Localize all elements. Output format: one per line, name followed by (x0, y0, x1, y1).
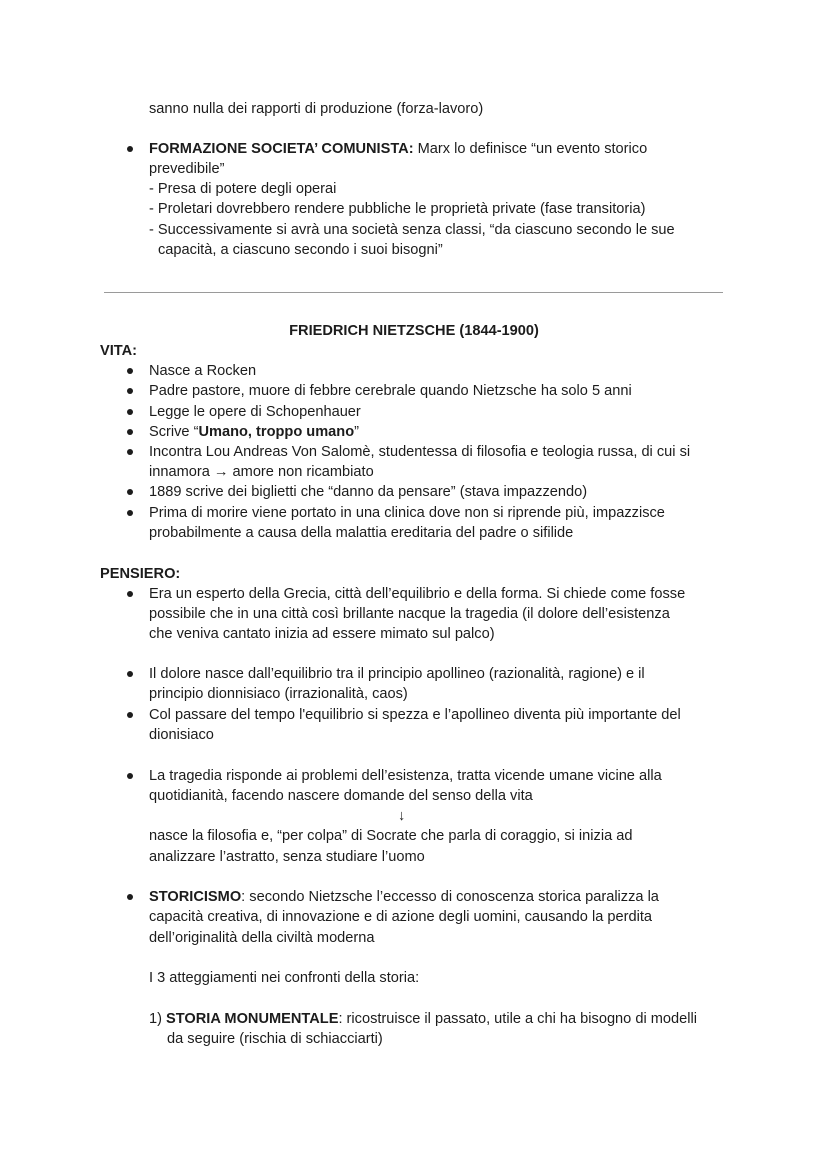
bullet-icon (127, 449, 133, 455)
pensiero-p5c: dell’originalità della civiltà moderna (149, 930, 375, 946)
pensiero-p5b: capacità creativa, di innovazione e di azione degli uomini, causando la perdita (149, 909, 652, 925)
pensiero-p1a: Era un esperto della Grecia, città dell’equilibrio e della forma. Si chiede come fosse (149, 586, 686, 602)
storicismo-text: : secondo Nietzsche l’eccesso di conoscenza storica paralizza la (241, 889, 659, 905)
vita-item-2: Padre pastore, muore di febbre cerebrale quando Nietzsche ha solo 5 anni (149, 383, 632, 399)
formazione-line-1 (149, 139, 647, 159)
pensiero-p4b: quotidianità, facendo nascere domande del senso della vita (149, 788, 533, 804)
formazione-text-2: prevedibile” (149, 161, 225, 177)
formazione-sub-3a: - Successivamente si avrà una società senza classi, “da ciascuno secondo le sue (149, 222, 675, 238)
pensiero-p2a: Il dolore nasce dall’equilibrio tra il principio apollineo (razionalità, ragione) e il (149, 666, 645, 682)
formazione-sub-3b: capacità, a ciascuno secondo i suoi bisogni” (158, 242, 443, 258)
bullet-icon (127, 429, 133, 435)
atteggiamenti-intro: I 3 atteggiamenti nei confronti della storia: (149, 970, 420, 986)
bullet-icon (127, 368, 133, 374)
vita-item-3: Legge le opere di Schopenhauer (149, 404, 361, 420)
numbered-item-1-number: 1) (149, 1011, 167, 1027)
formazione-text-1: Marx lo definisce “un evento storico (413, 141, 648, 157)
vita-item-6: 1889 scrive dei biglietti che “danno da pensare” (stava impazzendo) (149, 484, 588, 500)
section-divider (104, 292, 723, 293)
vita-item-1: Nasce a Rocken (149, 363, 257, 379)
storicismo-line-1 (149, 887, 659, 907)
pensiero-p4a: La tragedia risponde ai problemi dell’esistenza, tratta vicende umane vicine alla (149, 768, 662, 784)
numbered-item-1-text-2: da seguire (rischia di schiacciarti) (167, 1031, 383, 1047)
vita-item-4-prefix: Scrive “ (149, 424, 199, 440)
down-arrow-icon: ↓ (398, 808, 406, 824)
vita-item-7b: probabilmente a causa della malattia ereditaria del padre o sifilide (149, 525, 574, 541)
bullet-icon (127, 489, 133, 495)
vita-item-4-suffix: ” (354, 424, 360, 440)
pensiero-p3b: dionisiaco (149, 727, 214, 743)
pensiero-heading: PENSIERO: (100, 566, 181, 582)
bullet-icon (127, 409, 133, 415)
pensiero-p4c: nasce la filosofia e, “per colpa” di Socrate che parla di coraggio, si inizia ad (149, 828, 633, 844)
pensiero-p4d: analizzare l’astratto, senza studiare l’uomo (149, 849, 425, 865)
storia-monumentale-label: STORIA MONUMENTALE (166, 1011, 339, 1027)
pensiero-p1b: possibile che in una città così brillante nacque la tragedia (il dolore dell’esistenza (149, 606, 670, 622)
bullet-icon (127, 671, 133, 677)
formazione-label: FORMAZIONE SOCIETA’ COMUNISTA: (149, 141, 414, 157)
formazione-sub-1: - Presa di potere degli operai (149, 181, 337, 197)
bullet-icon (127, 146, 133, 152)
storicismo-label: STORICISMO (149, 889, 242, 905)
marx-continuation: sanno nulla dei rapporti di produzione (forza-lavoro) (149, 101, 484, 117)
bullet-icon (127, 894, 133, 900)
book-title: Umano, troppo umano (198, 424, 355, 440)
page-title: FRIEDRICH NIETZSCHE (1844-1900) (289, 323, 539, 339)
formazione-sub-2: - Proletari dovrebbero rendere pubbliche le proprietà private (fase transitoria) (149, 201, 646, 217)
bullet-icon (127, 591, 133, 597)
bullet-icon (127, 510, 133, 516)
vita-item-4 (149, 422, 359, 442)
bullet-icon (127, 712, 133, 718)
pensiero-p2b: principio dionnisiaco (irrazionalità, caos) (149, 686, 408, 702)
numbered-item-1-text: : ricostruisce il passato, utile a chi ha bisogno di modelli (338, 1011, 697, 1027)
pensiero-p1c: che veniva cantato inizia ad essere mimato sul palco) (149, 626, 495, 642)
bullet-icon (127, 388, 133, 394)
vita-heading: VITA: (100, 343, 138, 359)
pensiero-p3a: Col passare del tempo l'equilibrio si spezza e l’apollineo diventa più importante del (149, 707, 681, 723)
vita-item-7a: Prima di morire viene portato in una clinica dove non si riprende più, impazzisce (149, 505, 665, 521)
numbered-item-1 (149, 1009, 697, 1029)
vita-item-5b: innamora → amore non ricambiato (149, 464, 374, 480)
vita-item-5a: Incontra Lou Andreas Von Salomè, studentessa di filosofia e teologia russa, di cui si (149, 444, 691, 460)
bullet-icon (127, 773, 133, 779)
